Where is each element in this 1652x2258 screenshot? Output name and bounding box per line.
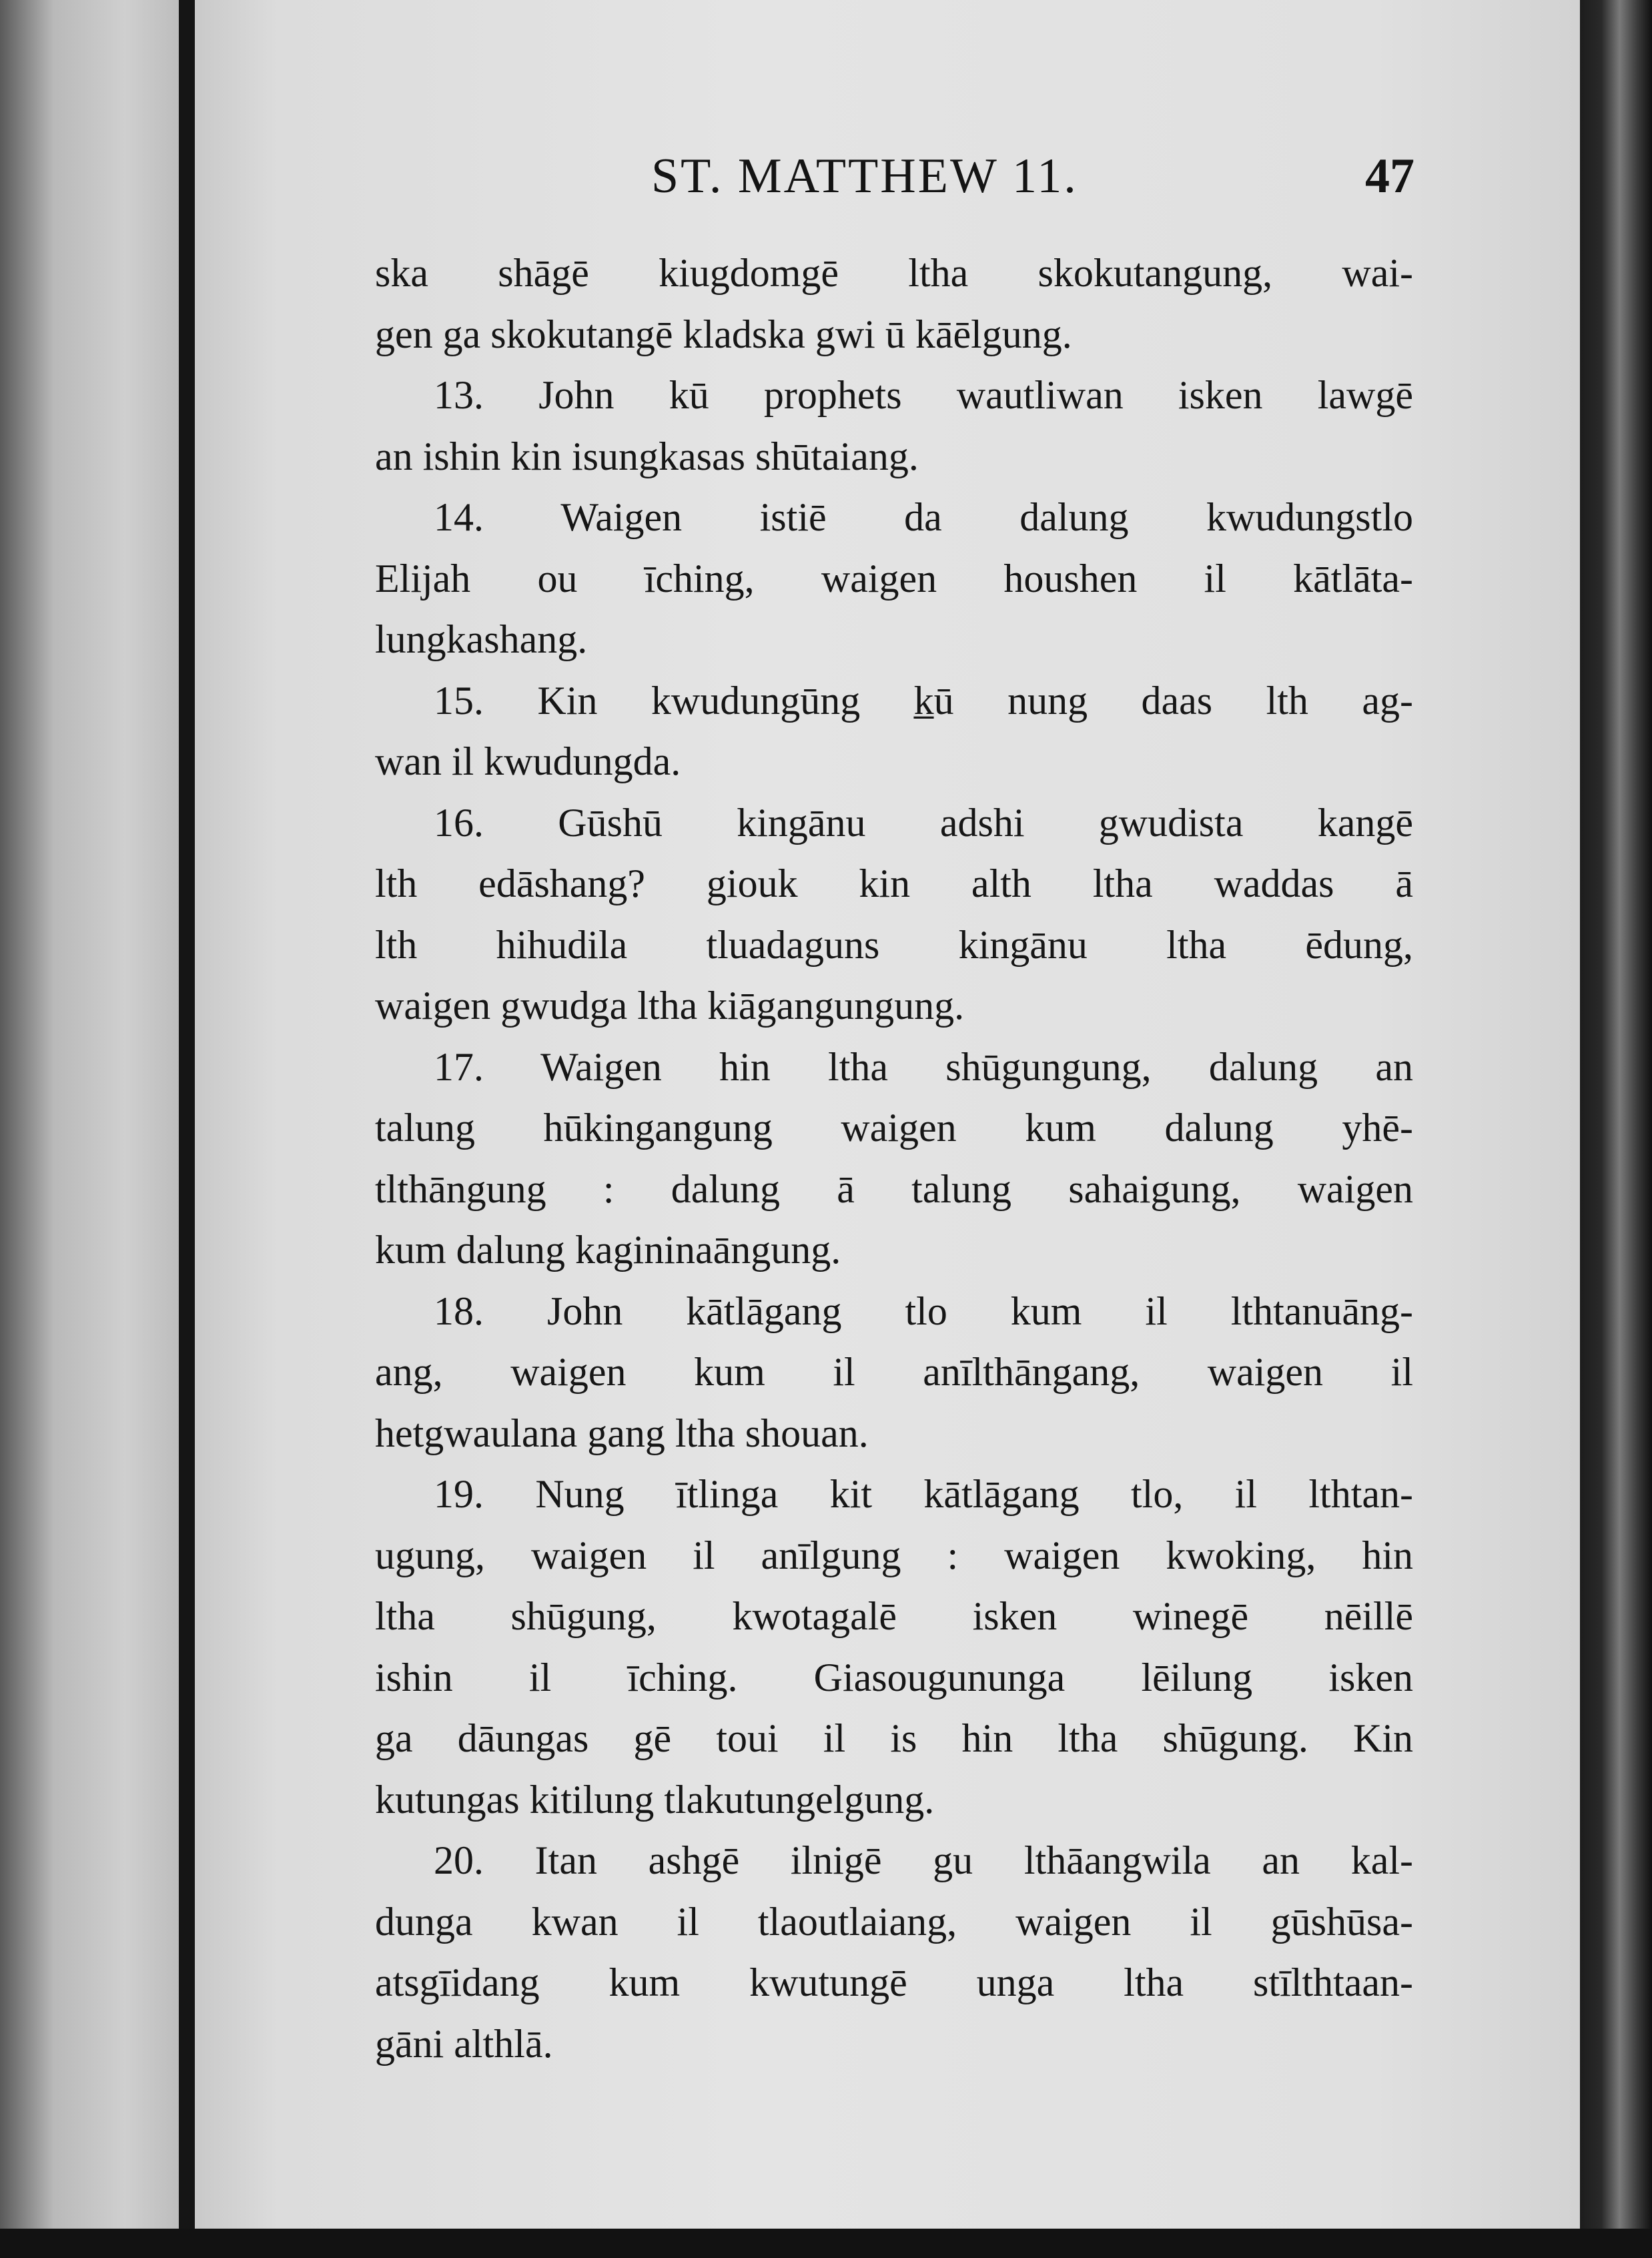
text-line: atsgīidang kum kwutungē unga ltha stīlthtaan-	[375, 1960, 1413, 2004]
text-line: 18. John kātlāgang tlo kum il lthtanuāng-	[434, 1288, 1413, 1333]
text-line: ishin il īching. Giasougununga lēilung isken	[375, 1655, 1413, 1700]
text-line: kum dalung kagininaāngung.	[375, 1228, 841, 1272]
text-line: 17. Waigen hin ltha shūgungung, dalung an	[434, 1044, 1413, 1089]
text-line: lth edāshang? giouk kin alth ltha waddas ā	[375, 861, 1413, 905]
text-line: 13. John kū prophets wautliwan isken lawgē	[434, 373, 1413, 417]
text-line: gen ga skokutangē kladska gwi ū kāēlgung.	[375, 312, 1072, 356]
page-edge-shadow	[1580, 0, 1652, 2258]
text-line: ga dāungas gē toui il is hin ltha shūgung. Kin	[375, 1716, 1413, 1760]
text-line: talung hūkingangung waigen kum dalung yhē-	[375, 1106, 1413, 1150]
text-line: kutungas kitilung tlakutungelgung.	[375, 1777, 935, 1822]
book-spine-shadow	[179, 0, 195, 2258]
text-line: ltha shūgung, kwotagalē isken winegē nēillē	[375, 1594, 1413, 1638]
text-line: waigen gwudga ltha kiāgangungung.	[375, 984, 965, 1028]
text-line: dunga kwan il tlaoutlaiang, waigen il gūshūsa-	[375, 1899, 1413, 1944]
facing-page-edge	[0, 0, 179, 2258]
text-line: wan il kwudungda.	[375, 739, 681, 783]
text-line: 20. Itan ashgē ilnigē gu lthāangwila an kal-	[434, 1838, 1413, 1882]
text-line: ang, waigen kum il anīlthāngang, waigen il	[375, 1350, 1413, 1394]
text-line: 16. Gūshū kingānu adshi gwudista kangē	[434, 800, 1413, 845]
text-line: lungkashang.	[375, 617, 588, 661]
text-line: ugung, waigen il anīlgung : waigen kwoking, hin	[375, 1533, 1413, 1577]
text-line: 15. Kin kwudungūng k̲ū nung daas lth ag-	[434, 678, 1413, 723]
text-line: 14. Waigen istiē da dalung kwudungstlo	[434, 495, 1413, 539]
text-line: an ishin kin isungkasas shūtaiang.	[375, 434, 919, 478]
text-line: lth hihudila tluadaguns kingānu ltha ēdung,	[375, 922, 1413, 967]
text-line: Elijah ou īching, waigen houshen il kātlāta-	[375, 556, 1413, 601]
bottom-edge-shadow	[0, 2229, 1652, 2258]
text-line: ska shāgē kiugdomgē ltha skokutangung, wai-	[375, 251, 1413, 295]
page-number: 47	[1365, 149, 1414, 204]
body-text	[375, 243, 1413, 2075]
text-line: tlthāngung : dalung ā talung sahaigung, waigen	[375, 1166, 1413, 1211]
text-line: 19. Nung ītlinga kit kātlāgang tlo, il lthtan-	[434, 1472, 1413, 1516]
running-title: ST. MATTHEW 11.	[651, 149, 1078, 204]
page-header	[374, 148, 1414, 208]
text-line: hetgwaulana gang ltha shouan.	[375, 1411, 869, 1455]
text-line: gāni althlā.	[375, 2021, 553, 2066]
